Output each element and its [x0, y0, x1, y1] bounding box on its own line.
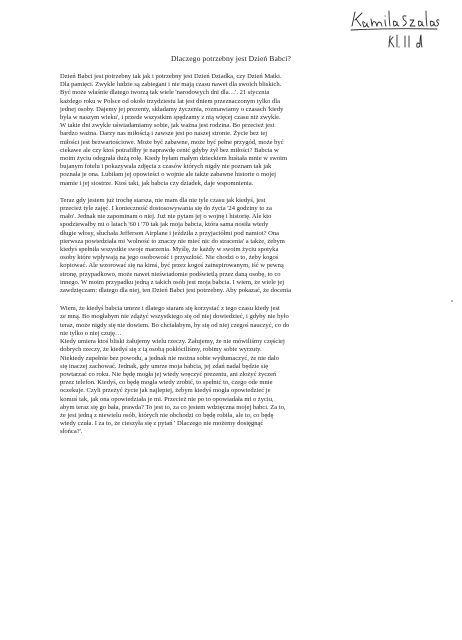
essay-title: Dlaczego potrzebny jest Dzień Babci? — [171, 54, 291, 63]
paragraph: Teraz gdy jestem już trochę starsza, nie mam dla nie tyle czasu jak kiedyś, jest przecież tyle zajęć. I konieczność dostosowywania się do życia '24 godziny to za mało'. Jednak nie zapominam o niej. Już nie pytam jej o wojnę i historię. Ale kto spodziewałby mi o latach '60 i '70 tak jak moja babcia, która sama nosiła wtedy długie włosy, słuchała Jefferson Airplane i jeździła z przyjaciółmi pod namiot? Ona pierwsza powiedziała mi 'wolność to znaczy nie mieć nic do stracenia' a także, żebym kiedyś spełniła wszystkie swoje marzenia. Myślę, że każdy w swoim życiu spotyka osoby które wpływają na jego osobowość i przyszłość. Nie chodzi o to, żeby kogoś kopiować. Ale wzorować się na kimś, być przez kogoś zainspirowanym, iść w pewną stronę, przypadkowo, może nawet nieświadomie podświetlą przez daną osobę, to co innego. W moim przypadku jedną z takich osób jest moja babcia. I wiem, że wiele jej zawdzięczam: dlatego dla niej, ten Dzień Babci jest potrzebny. Aby pokazać, że docenia — [60, 196, 291, 295]
scan-artifact — [451, 300, 453, 302]
essay-body — [60, 73, 404, 450]
handwritten-signature — [348, 6, 440, 52]
signature-scribble — [348, 6, 440, 52]
paragraph: Dzień Babci jest potrzebny tak jak i potrzebny jest Dzień Dziadka, czy Dzień Matki. Dla pamięci. Zwykle ludzie są zabiegani i nie mają czasu nawet dla swoich bliskich. Być może właśnie dlatego tworzą tak wiele 'narodowych dni dla…'. 21 stycznia każdego roku w Polsce od około trzydziestu lat jest dniem przeznaczonym tylko dla jednej osoby. Dajemy jej prezenty, składamy życzenia, rozmawiamy o czasach 'kiedy była w naszym wieku', i przede wszystkim spędzamy z nią więcej czasu niż zwykle. W takie dni zwykle uświadamiamy sobie, jak ważna jest rodzina. Bo przecież jest bardzo ważna. Darzy nas miłością i zawsze jest po naszej stronie. Życie bez tej miłości jest bezwartościowe. Może być zabawne, może być pełne przygód, może być ciekawe ale czy ktoś potrafiłby je naprawdę cenić gdyby żył bez miłości? Babcia w moim życiu odegrała dużą rolę. Kiedy byłam małym dzieckiem huśtała mnie w swoim bujanym fotelu i pokazywała zdjęcia z czasów których nigdy nie poznam tak jak poznała je ona. Lubiłam jej opowieści o wojnie ale także zabawne historie o mojej mamie i jej siostrze. Ktoś taki, jak babcia czy dziadek, daje wspomnienia. — [60, 73, 288, 187]
paragraph: Wiem, że kiedyś babcia umrze i dlatego staram się korzystać z tego czasu kiedy jest ze mną. Bo mogłabym nie zdążyć wszystkiego się od niej dowiedzieć, i gdyby nie było teraz, może nigdy się nie dowiem. Bo chciałabym, by się od niej czegoś nauczyć, co do nie tylko o niej czuję… Kiedy umiera ktoś bliski żałujemy wielu rzeczy. Żałujemy, że nie mówiliśmy częściej dobrych rzeczy, że kiedyś się z tą osobą pokłóciliśmy, robimy sobie wyrzuty. Niekiedy zupełnie bez powodu, a jednak nie można sobie wytłumaczyć, że nie dało się inaczej zachować. Jednak, gdy umrze moja babcia, jej zdań nadal będzie się powtarzać co roku. Nie będę mogła jej wtedy wręczyć prezentu, ani złożyć życzeń przez telefon. Kiedyś, co będę mogła wtedy zrobić, to spełnić to, czego ode mnie oczekuje. Czyli przeżyć życie jak najlepiej, żebym kiedyś mogła opowiedzieć je komuś tak, jak ona opowiedziała je mi. Przecież nie po to opowiadała mi o życiu, abym teraz się go bała, prawda? To jest to, za co jestem wdzięczna mojej babci. Za to, że jest jedną z niewielu osób, których nie obchodzi co będę robiła, ale to, co będę wtedy czuła. I za to, że cieszyła się z pytań ' Dlaczego nie możemy dosięgnąć słońca?'. — [60, 305, 290, 436]
